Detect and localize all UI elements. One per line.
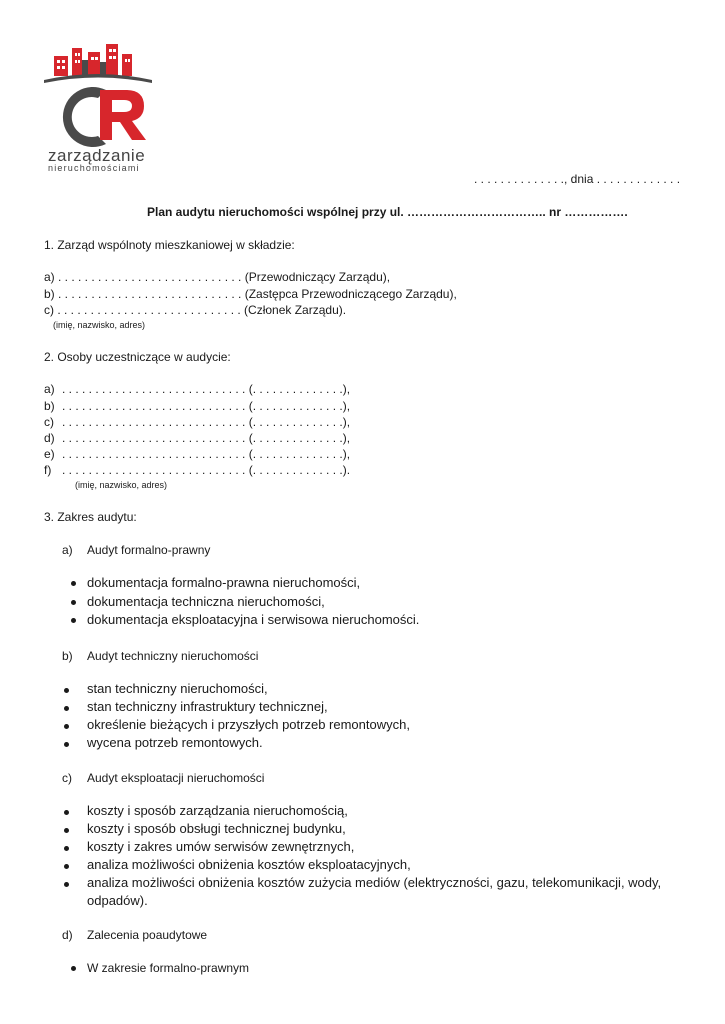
section3a-title: Audyt formalno-prawny [87,543,211,557]
section2-text-d: . . . . . . . . . . . . . . . . . . . . . . . . . . . . (. . . . . . . . . . . . . .), [62,431,351,445]
bullet-icon [71,600,76,605]
date-line: . . . . . . . . . . . . . ., dnia . . . . . . . . . . . . . [474,172,681,186]
section2-text-a: . . . . . . . . . . . . . . . . . . . . . . . . . . . . (. . . . . . . . . . . . . .), [62,382,351,396]
logo-text-main: zarządzanie [48,146,146,165]
section3c-bullet-5-continuation: odpadów). [87,893,148,908]
logo-text-sub: nieruchomościami [48,163,140,173]
section1-item-b: b) . . . . . . . . . . . . . . . . . . . . . . . . . . . . (Zastępca Przewodniczącego Zarządu), [44,287,457,301]
section3c-bullet-5: analiza możliwości obniżenia kosztów zużycia mediów (elektryczności, gazu, telekomunikacji, wody, [87,875,662,890]
section3c-label: c) [62,771,72,785]
section3b-bullet-2: stan techniczny infrastruktury technicznej, [87,699,328,714]
bullet-icon [64,742,69,747]
section2-note: (imię, nazwisko, adres) [75,480,168,490]
section3d-title: Zalecenia poaudytowe [87,928,208,942]
bullet-icon [64,864,69,869]
section3b-bullet-4: wycena potrzeb remontowych. [87,735,263,750]
section3b-label: b) [62,649,73,663]
section2-label-e: e) [44,447,55,461]
bullet-icon [71,618,76,623]
section2-label-b: b) [44,399,55,413]
section1-item-a: a) . . . . . . . . . . . . . . . . . . . . . . . . . . . . (Przewodniczący Zarządu), [44,270,391,284]
bullet-icon [64,724,69,729]
bullet-icon [64,882,69,887]
section3a-bullet-1: dokumentacja formalno-prawna nieruchomości, [87,575,361,590]
section2-heading: 2. Osoby uczestniczące w audycie: [44,350,231,364]
section2-label-a: a) [44,382,55,396]
section3c-bullet-1: koszty i sposób zarządzania nieruchomością, [87,803,348,818]
section1-note: (imię, nazwisko, adres) [53,320,146,330]
section3c-bullet-3: koszty i zakres umów serwisów zewnętrznych, [87,839,355,854]
section2-label-c: c) [44,415,54,429]
bullet-icon [71,966,76,971]
section3a-bullet-3: dokumentacja eksploatacyjna i serwisowa nieruchomości. [87,612,420,627]
section3-heading: 3. Zakres audytu: [44,510,137,524]
section2-label-f: f) [44,463,52,477]
section2-text-c: . . . . . . . . . . . . . . . . . . . . . . . . . . . . (. . . . . . . . . . . . . .), [62,415,351,429]
bullet-icon [64,810,69,815]
section1-heading: 1. Zarząd wspólnoty mieszkaniowej w składzie: [44,238,295,252]
section3a-label: a) [62,543,73,557]
section3a-bullet-2: dokumentacja techniczna nieruchomości, [87,594,325,609]
bullet-icon [71,581,76,586]
section3b-bullet-3: określenie bieżących i przyszłych potrzeb remontowych, [87,717,410,732]
section1-item-c: c) . . . . . . . . . . . . . . . . . . . . . . . . . . . . (Członek Zarządu). [44,303,347,317]
section3c-title: Audyt eksploatacji nieruchomości [87,771,265,785]
section3b-bullet-1: stan techniczny nieruchomości, [87,681,268,696]
section3d-label: d) [62,928,73,942]
section3c-bullet-2: koszty i sposób obsługi technicznej budynku, [87,821,346,836]
bullet-icon [64,828,69,833]
section3b-title: Audyt techniczny nieruchomości [87,649,259,663]
page-title: Plan audytu nieruchomości wspólnej przy ul. …………………………….. nr ……………. [147,205,628,219]
company-logo [40,40,160,175]
section2-text-f: . . . . . . . . . . . . . . . . . . . . . . . . . . . . (. . . . . . . . . . . . . .). [62,463,351,477]
section2-text-e: . . . . . . . . . . . . . . . . . . . . . . . . . . . . (. . . . . . . . . . . . . .), [62,447,351,461]
section2-label-d: d) [44,431,55,445]
section3c-bullet-4: analiza możliwości obniżenia kosztów eksploatacyjnych, [87,857,411,872]
section3d-bullet-1: W zakresie formalno-prawnym [87,961,250,975]
section2-text-b: . . . . . . . . . . . . . . . . . . . . . . . . . . . . (. . . . . . . . . . . . . .), [62,399,351,413]
bullet-icon [64,706,69,711]
bullet-icon [64,846,69,851]
bullet-icon [64,688,69,693]
logo-mark [40,40,160,150]
